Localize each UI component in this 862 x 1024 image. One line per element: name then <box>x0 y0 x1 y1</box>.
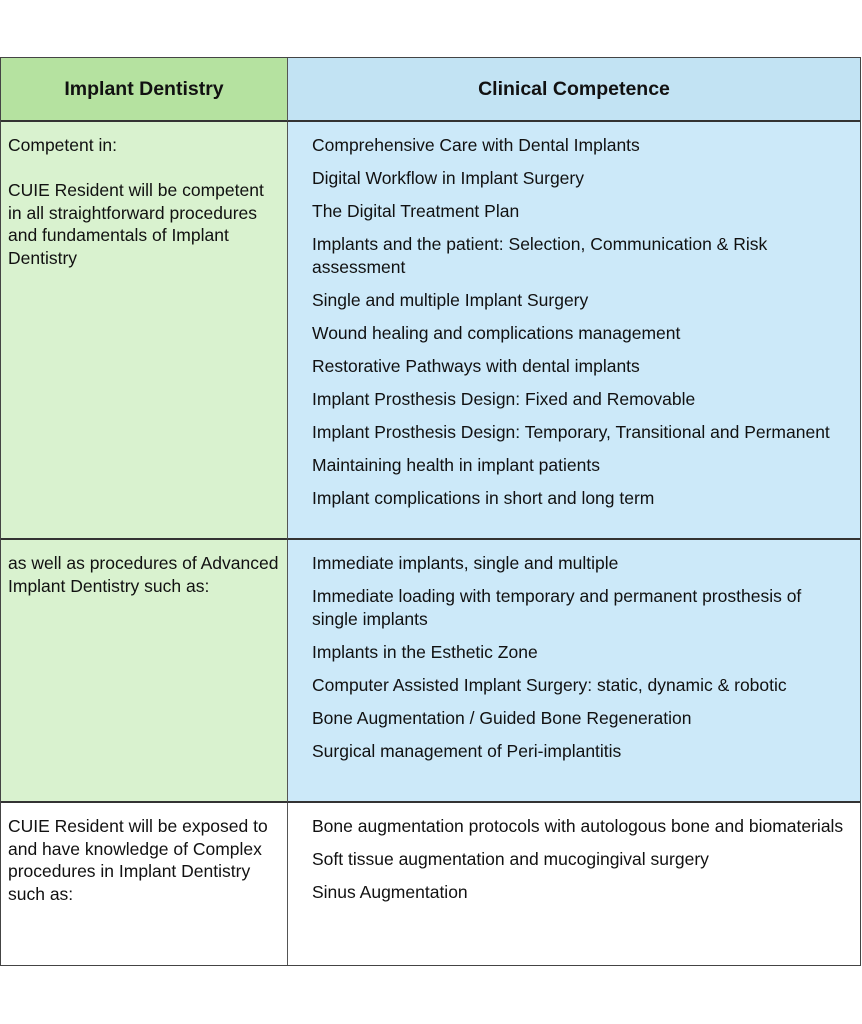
list-item: Implant complications in short and long term <box>312 488 655 509</box>
row-1-left-line-1: Competent in: <box>8 135 117 155</box>
list-item: Bone Augmentation / Guided Bone Regeneration <box>312 707 692 728</box>
list-item: Sinus Augmentation <box>312 882 468 903</box>
row-competent-left <box>1 122 288 540</box>
list-item: Maintaining health in implant patients <box>312 455 600 476</box>
row-advanced-left <box>1 540 288 803</box>
list-item: Immediate loading with temporary and permanent prosthesis of single implants <box>312 586 802 629</box>
list-item: The Digital Treatment Plan <box>312 201 520 222</box>
competence-table <box>0 57 861 966</box>
list-item: Restorative Pathways with dental implants <box>312 356 640 377</box>
list-item: Computer Assisted Implant Surgery: static, dynamic & robotic <box>312 674 787 695</box>
list-item: Implants and the patient: Selection, Communication & Risk assessment <box>312 234 768 277</box>
list-item: Comprehensive Care with Dental Implants <box>312 135 640 155</box>
list-item: Single and multiple Implant Surgery <box>312 289 589 310</box>
competence-list-advanced <box>288 540 860 762</box>
list-item: Implant Prosthesis Design: Temporary, Transitional and Permanent <box>312 422 830 443</box>
list-item: Digital Workflow in Implant Surgery <box>312 168 584 189</box>
row-2-left-line-1: as well as procedures of Advanced Implant Dentistry such as: <box>8 553 279 596</box>
header-implant-dentistry <box>1 58 288 122</box>
header-left-label: Implant Dentistry <box>64 77 224 100</box>
row-complex-left <box>1 803 288 965</box>
row-complex-right <box>288 803 860 965</box>
header-clinical-competence <box>288 58 860 122</box>
row-advanced-right <box>288 540 860 803</box>
list-item: Wound healing and complications management <box>312 322 681 343</box>
competence-list-complex <box>288 803 860 904</box>
competence-list-basic <box>288 122 860 510</box>
header-right-label: Clinical Competence <box>478 77 670 100</box>
list-item: Bone augmentation protocols with autologous bone and biomaterials <box>312 816 844 836</box>
row-competent-right <box>288 122 860 540</box>
row-3-left-line-1: CUIE Resident will be exposed to and have knowledge of Complex procedures in Implant Dentistry such as: <box>8 816 268 904</box>
list-item: Implant Prosthesis Design: Fixed and Removable <box>312 389 696 410</box>
row-1-left-line-2: CUIE Resident will be competent in all straightforward procedures and fundamentals of Implant Dentistry <box>8 180 264 268</box>
list-item: Soft tissue augmentation and mucogingival surgery <box>312 849 709 870</box>
list-item: Implants in the Esthetic Zone <box>312 641 538 662</box>
list-item: Immediate implants, single and multiple <box>312 553 619 573</box>
list-item: Surgical management of Peri-implantitis <box>312 740 622 761</box>
